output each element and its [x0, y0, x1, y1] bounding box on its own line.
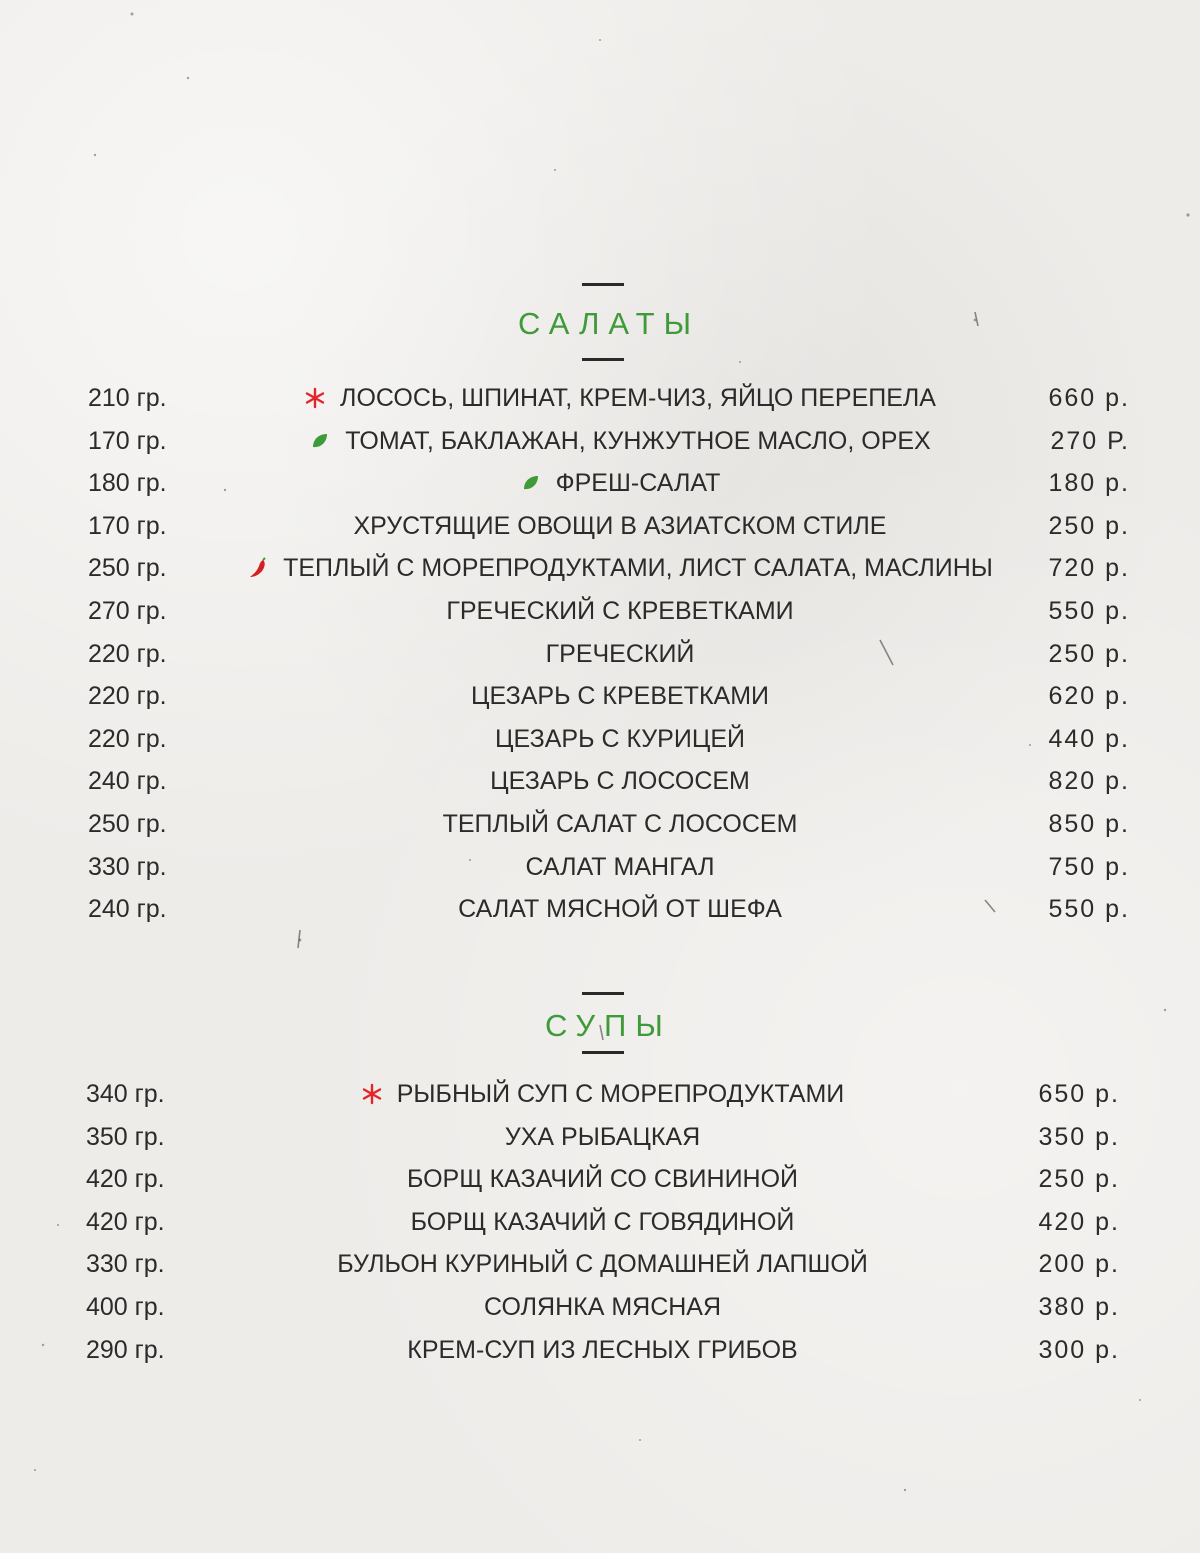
menu-item-row — [0, 1120, 1200, 1154]
menu-item-row — [0, 1247, 1200, 1281]
item-name-cell — [180, 1162, 1025, 1196]
item-weight: 340 гр. — [86, 1080, 165, 1108]
chili-pepper-icon — [247, 557, 269, 579]
item-weight: 170 гр. — [88, 511, 167, 540]
item-price: 200 р. — [1038, 1250, 1120, 1279]
item-weight: 210 гр. — [88, 384, 167, 412]
item-weight: 270 гр. — [88, 597, 167, 625]
menu-item-row — [0, 1077, 1200, 1111]
menu-item-row — [0, 1290, 1200, 1324]
menu-item-row — [0, 722, 1200, 756]
menu-item-row — [0, 637, 1200, 671]
item-name-cell — [180, 722, 1060, 756]
item-weight: 330 гр. — [86, 1250, 165, 1279]
menu-item-row — [0, 807, 1200, 841]
item-weight: 420 гр. — [86, 1207, 165, 1236]
item-name: ЛОСОСЬ, ШПИНАТ, КРЕМ-ЧИЗ, ЯЙЦО ПЕРЕПЕЛА — [340, 384, 936, 412]
item-name-cell — [180, 466, 1060, 503]
menu-item-row — [0, 509, 1200, 543]
item-name: УХА РЫБАЦКАЯ — [504, 1122, 701, 1151]
item-name: ЦЕЗАРЬ С КРЕВЕТКАМИ — [471, 682, 769, 711]
item-weight: 290 гр. — [86, 1335, 165, 1364]
item-weight: 240 гр. — [88, 767, 167, 796]
item-name: ФРЕШ-САЛАТ — [555, 469, 721, 498]
item-weight: 250 гр. — [88, 810, 167, 838]
item-price: 300 р. — [1038, 1335, 1120, 1364]
menu-item-row — [0, 892, 1200, 926]
item-weight: 240 гр. — [88, 895, 167, 924]
item-weight: 330 гр. — [88, 852, 167, 881]
item-name-cell — [180, 424, 1060, 461]
title-rule-top — [582, 992, 624, 995]
item-name: ТЕПЛЫЙ С МОРЕПРОДУКТАМИ, ЛИСТ САЛАТА, МАСЛИНЫ — [283, 554, 993, 583]
item-name: БОРЩ КАЗАЧИЙ С ГОВЯДИНОЙ — [410, 1207, 795, 1236]
item-name: БОРЩ КАЗАЧИЙ СО СВИНИНОЙ — [406, 1165, 799, 1194]
item-price: 620 р. — [1048, 682, 1130, 711]
item-price: 720 р. — [1048, 554, 1130, 583]
item-price: 550 р. — [1048, 597, 1130, 625]
item-name: ХРУСТЯЩИЕ ОВОЩИ В АЗИАТСКОМ СТИЛЕ — [353, 511, 887, 540]
section-title-salads: САЛАТЫ — [518, 306, 701, 341]
item-name-cell — [180, 679, 1060, 713]
menu-item-row — [0, 466, 1200, 500]
item-name: РЫБНЫЙ СУП С МОРЕПРОДУКТАМИ — [396, 1080, 845, 1108]
item-price: 820 р. — [1048, 767, 1130, 796]
item-name-cell — [180, 1333, 1025, 1367]
item-name: ГРЕЧЕСКИЙ — [545, 639, 695, 668]
item-name-cell — [180, 1247, 1025, 1281]
item-weight: 350 гр. — [86, 1122, 165, 1151]
menu-item-row — [0, 1205, 1200, 1239]
title-rule-bottom — [582, 358, 624, 361]
item-weight: 180 гр. — [88, 469, 167, 498]
menu-item-row — [0, 424, 1200, 458]
item-price: 250 р. — [1048, 511, 1130, 540]
item-name-cell — [180, 1077, 1025, 1114]
asterisk-icon — [361, 1083, 383, 1105]
menu-item-row — [0, 381, 1200, 415]
item-weight: 400 гр. — [86, 1293, 165, 1321]
item-price: 180 р. — [1048, 469, 1130, 498]
menu-item-row — [0, 1162, 1200, 1196]
asterisk-icon — [304, 387, 326, 409]
item-name: ТЕПЛЫЙ САЛАТ С ЛОСОСЕМ — [442, 810, 798, 838]
item-name-cell — [180, 850, 1060, 884]
item-name-cell — [180, 509, 1060, 543]
item-name: СОЛЯНКА МЯСНАЯ — [483, 1293, 722, 1321]
item-weight: 420 гр. — [86, 1165, 165, 1194]
item-name-cell — [180, 807, 1060, 841]
item-price: 850 р. — [1048, 810, 1130, 838]
item-weight: 220 гр. — [88, 682, 167, 711]
item-price: 420 р. — [1038, 1207, 1120, 1236]
item-weight: 170 гр. — [88, 426, 167, 455]
item-name-cell — [180, 1205, 1025, 1239]
item-price: 270 Р. — [1050, 426, 1130, 455]
item-price: 650 р. — [1038, 1080, 1120, 1108]
item-price: 350 р. — [1038, 1122, 1120, 1151]
item-name-cell — [180, 594, 1060, 628]
leaf-icon — [520, 472, 542, 494]
menu-item-row — [0, 1333, 1200, 1367]
menu-item-row — [0, 850, 1200, 884]
item-name-cell — [180, 551, 1060, 588]
item-price: 250 р. — [1038, 1165, 1120, 1194]
leaf-icon — [309, 430, 331, 452]
item-price: 550 р. — [1048, 895, 1130, 924]
item-name: ТОМАТ, БАКЛАЖАН, КУНЖУТНОЕ МАСЛО, ОРЕХ — [345, 426, 931, 455]
menu-item-row — [0, 679, 1200, 713]
menu-item-row — [0, 551, 1200, 585]
menu-item-row — [0, 594, 1200, 628]
menu-item-row — [0, 764, 1200, 798]
item-name: САЛАТ МАНГАЛ — [525, 852, 715, 881]
item-name-cell — [180, 1120, 1025, 1154]
item-name-cell — [180, 381, 1060, 418]
item-weight: 220 гр. — [88, 639, 167, 668]
item-price: 750 р. — [1048, 852, 1130, 881]
item-name: ЦЕЗАРЬ С КУРИЦЕЙ — [495, 724, 745, 753]
item-price: 250 р. — [1048, 639, 1130, 668]
item-weight: 250 гр. — [88, 554, 167, 583]
item-name-cell — [180, 637, 1060, 671]
item-name-cell — [180, 1290, 1025, 1324]
item-price: 660 р. — [1048, 384, 1130, 412]
item-name-cell — [180, 764, 1060, 798]
item-weight: 220 гр. — [88, 724, 167, 753]
item-name: ЦЕЗАРЬ С ЛОСОСЕМ — [490, 767, 750, 796]
item-price: 440 р. — [1048, 724, 1130, 753]
item-name-cell — [180, 892, 1060, 926]
item-name: БУЛЬОН КУРИНЫЙ С ДОМАШНЕЙ ЛАПШОЙ — [337, 1250, 868, 1279]
item-name: САЛАТ МЯСНОЙ ОТ ШЕФА — [458, 895, 782, 924]
title-rule-bottom — [582, 1051, 624, 1054]
item-name: КРЕМ-СУП ИЗ ЛЕСНЫХ ГРИБОВ — [407, 1335, 798, 1364]
item-price: 380 р. — [1038, 1293, 1120, 1321]
section-title-soups: СУПЫ — [545, 1008, 672, 1043]
title-rule-top — [582, 283, 624, 286]
item-name: ГРЕЧЕСКИЙ С КРЕВЕТКАМИ — [446, 597, 794, 625]
